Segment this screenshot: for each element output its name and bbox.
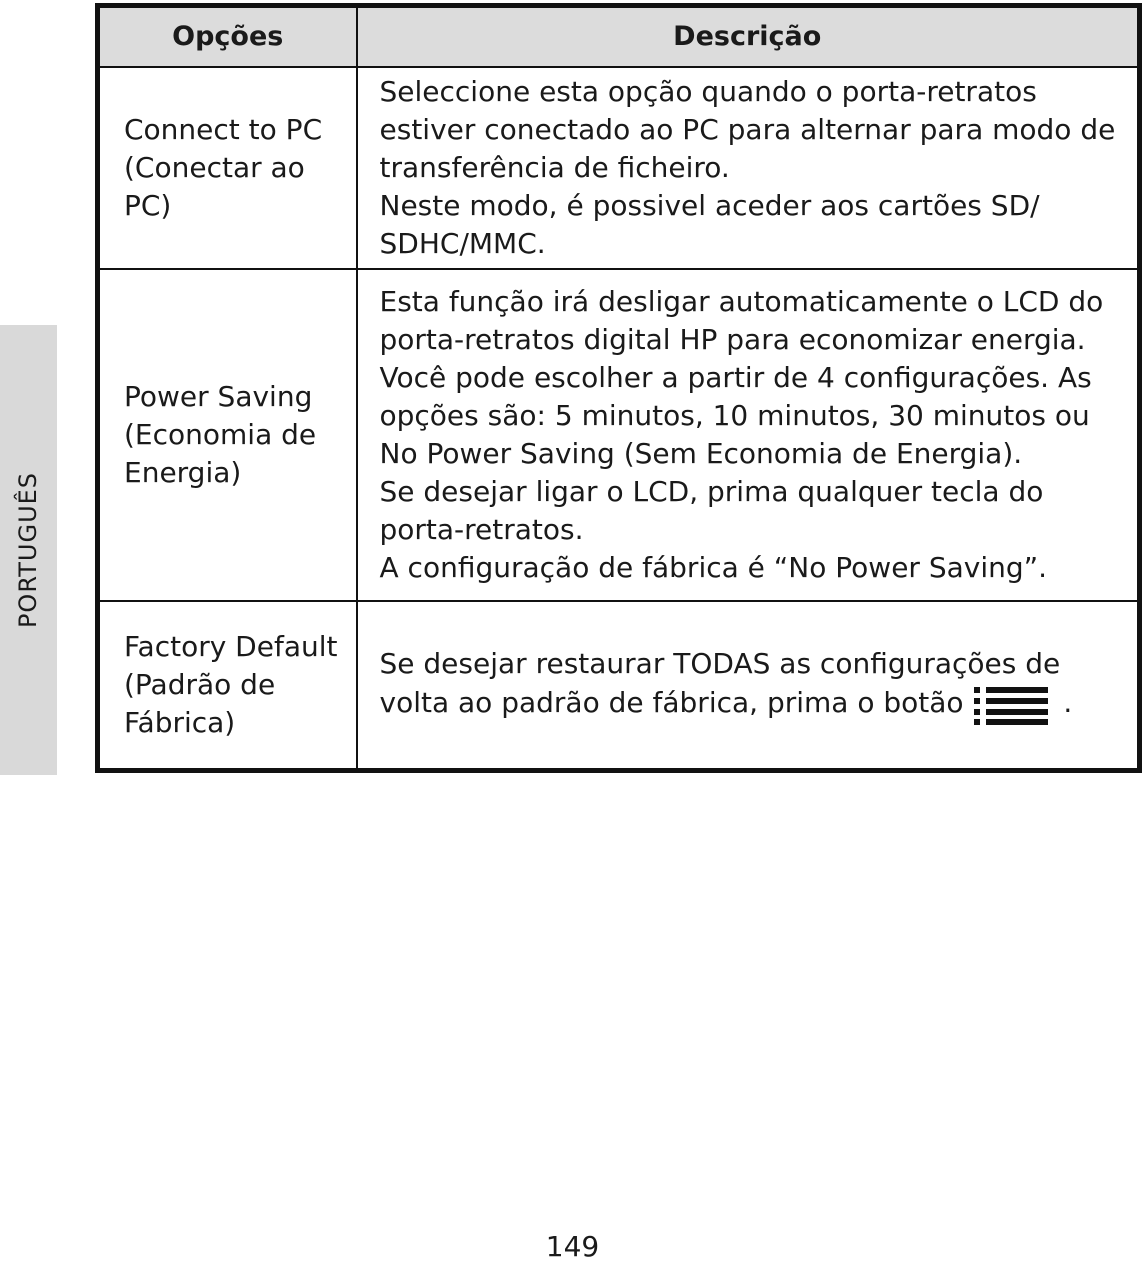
description-end: . (1063, 686, 1073, 719)
option-power-saving: Power Saving (Economia de Energia) (98, 269, 357, 601)
description-paragraph: Seleccione esta opção quando o porta-retratos estiver conectado ao PC para alternar para modo de transferência de ficheiro. (379, 75, 1116, 184)
page-number: 149 (545, 1230, 600, 1263)
description-connect-to-pc (357, 67, 1140, 269)
description-text: Se desejar restaurar TODAS as configurações de volta ao padrão de fábrica, prima o botão (379, 647, 1061, 719)
header-description: Descrição (357, 6, 1140, 68)
option-factory-default: Factory Default (Padrão de Fábrica) (98, 601, 357, 771)
header-options: Opções (98, 6, 357, 68)
options-table (95, 3, 1142, 773)
description-factory-default (357, 601, 1140, 771)
table-row (98, 67, 1140, 269)
description-power-saving (357, 269, 1140, 601)
description-paragraph: Se desejar ligar o LCD, prima qualquer tecla do porta-retratos. (379, 475, 1044, 546)
language-side-tab (0, 325, 57, 775)
option-connect-to-pc: Connect to PC (Conectar ao PC) (98, 67, 357, 269)
table-header-row (98, 6, 1140, 68)
table-row (98, 269, 1140, 601)
table-row (98, 601, 1140, 771)
language-tab-label: PORTUGUÊS (14, 471, 42, 629)
description-paragraph: Neste modo, é possivel aceder aos cartões SD/ SDHC/MMC. (379, 189, 1040, 260)
description-paragraph: Esta função irá desligar automaticamente o LCD do porta-retratos digital HP para economizar energia. Você pode escolher a partir de 4 configurações. As opções são: 5 minutos, 10 minutos, 30 minutos ou No Power Saving (Sem Economia de Energia). (379, 285, 1104, 470)
menu-list-icon (974, 683, 1050, 725)
description-paragraph: A configuração de fábrica é “No Power Saving”. (379, 551, 1048, 584)
